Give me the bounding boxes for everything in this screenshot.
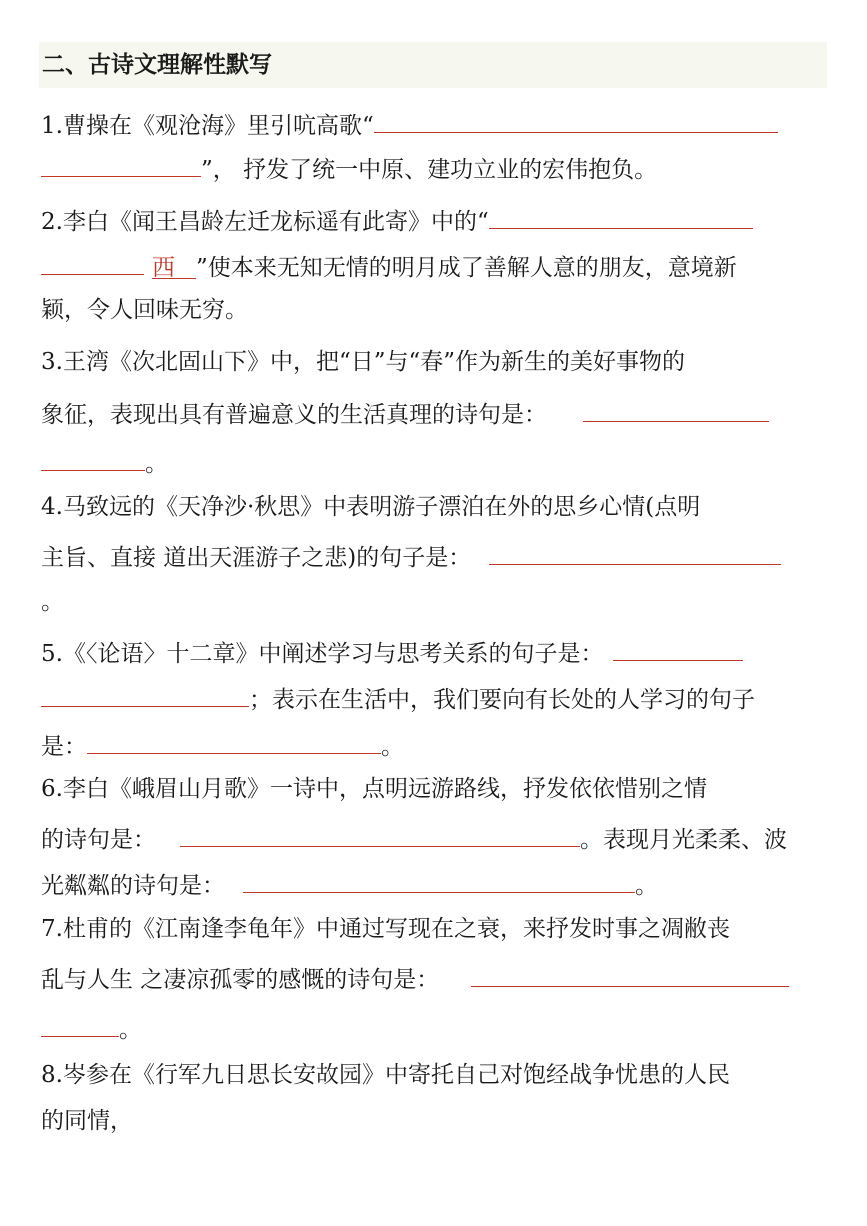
q2-prompt-tail: 颖，令人回味无穷。 [41, 297, 248, 323]
q8-line-2 [41, 1105, 133, 1137]
q3-answer-blank-2[interactable] [41, 444, 145, 471]
q1-answer-blank-1[interactable] [374, 106, 778, 133]
q3-prompt: 3.王湾《次北固山下》中，把“日”与“春”作为新生的美好事物的 [41, 349, 685, 375]
q3-answer-blank-1[interactable] [583, 395, 769, 422]
q1-line-1 [41, 106, 778, 138]
q7-answer-blank-1[interactable] [471, 960, 789, 987]
q2-line-3 [41, 294, 248, 326]
q7-line-1 [41, 913, 730, 945]
q4-line-3 [41, 586, 64, 618]
q3-prompt-2: 象征，表现出具有普遍意义的生活真理的诗句是： [41, 402, 547, 428]
q3-period: 。 [145, 451, 168, 477]
q7-prompt: 7.杜甫的《江南逢李龟年》中通过写现在之衰，来抒发时事之凋敝丧 [41, 916, 730, 942]
q2-line-2 [41, 248, 737, 280]
q2-line-1 [41, 202, 753, 234]
q6-period: 。 [635, 873, 658, 899]
q6-prompt: 6.李白《峨眉山月歌》一诗中，点明远游路线，抒发依依惜别之情 [41, 776, 707, 802]
q5-line-2 [41, 680, 755, 712]
q2-prompt-end: ”使本来无知无情的明月成了善解人意的朋友，意境新 [196, 255, 737, 281]
q1-prompt: 1.曹操在《观沧海》里引吭高歌“ [41, 113, 374, 139]
q8-prompt: 8.岑参在《行军九日思长安故园》中寄托自己对饱经战争忧患的人民 [41, 1062, 730, 1088]
q5-line-1 [41, 634, 743, 666]
q4-period: 。 [41, 589, 64, 615]
q3-line-2 [41, 395, 769, 427]
q6-line-1 [41, 773, 707, 805]
q1-prompt-end: ”， 抒发了统一中原、建功立业的宏伟抱负。 [201, 157, 658, 183]
q7-answer-blank-2[interactable] [41, 1010, 119, 1037]
q7-line-2 [41, 960, 789, 992]
q6-prompt-2-end: 。表现月光柔柔、波 [580, 827, 787, 853]
q7-period: 。 [119, 1017, 142, 1043]
q2-prompt: 2.李白《闻王昌龄左迁龙标遥有此寄》中的“ [41, 209, 489, 235]
q3-line-1 [41, 346, 685, 378]
q8-prompt-2: 的同情， [41, 1108, 133, 1134]
q1-line-2 [41, 150, 657, 182]
q8-line-1 [41, 1059, 730, 1091]
q2-answer-blank-2[interactable] [41, 248, 144, 275]
q5-answer-blank-1[interactable] [613, 634, 743, 661]
q5-answer-blank-2[interactable] [41, 680, 249, 707]
q6-prompt-2: 的诗句是： [41, 827, 156, 853]
q6-line-3 [41, 866, 658, 898]
q5-period: 。 [381, 734, 404, 760]
q2-answer-blank-1[interactable] [489, 202, 753, 229]
q4-answer-blank[interactable] [489, 538, 781, 565]
section-title: 二、古诗文理解性默写 [39, 42, 827, 88]
q6-prompt-3: 光粼粼的诗句是： [41, 873, 225, 899]
q6-line-2 [41, 820, 787, 852]
q5-prompt-3: 是： [41, 734, 87, 760]
q6-answer-blank-2[interactable] [243, 866, 635, 893]
q2-answer-fragment: 西 [152, 252, 196, 279]
q1-answer-blank-2[interactable] [41, 150, 201, 177]
q5-prompt: 5.《〈论语〉十二章》中阐述学习与思考关系的句子是： [41, 641, 604, 667]
q4-prompt: 4.马致远的《天净沙·秋思》中表明游子漂泊在外的思乡心情(点明 [41, 494, 701, 520]
q4-line-1 [41, 491, 700, 523]
q5-answer-blank-3[interactable] [87, 727, 381, 754]
q5-line-3 [41, 727, 404, 759]
q4-line-2 [41, 538, 781, 570]
q6-answer-blank-1[interactable] [180, 820, 580, 847]
q5-prompt-2: ；表示在生活中，我们要向有长处的人学习的句子 [249, 687, 755, 713]
q7-prompt-2: 乱与人生 之凄凉孤零的感慨的诗句是： [41, 967, 440, 993]
q3-line-3 [41, 444, 168, 476]
q7-line-3 [41, 1010, 142, 1042]
q4-prompt-2: 主旨、直接 道出天涯游子之悲)的句子是： [41, 545, 472, 571]
